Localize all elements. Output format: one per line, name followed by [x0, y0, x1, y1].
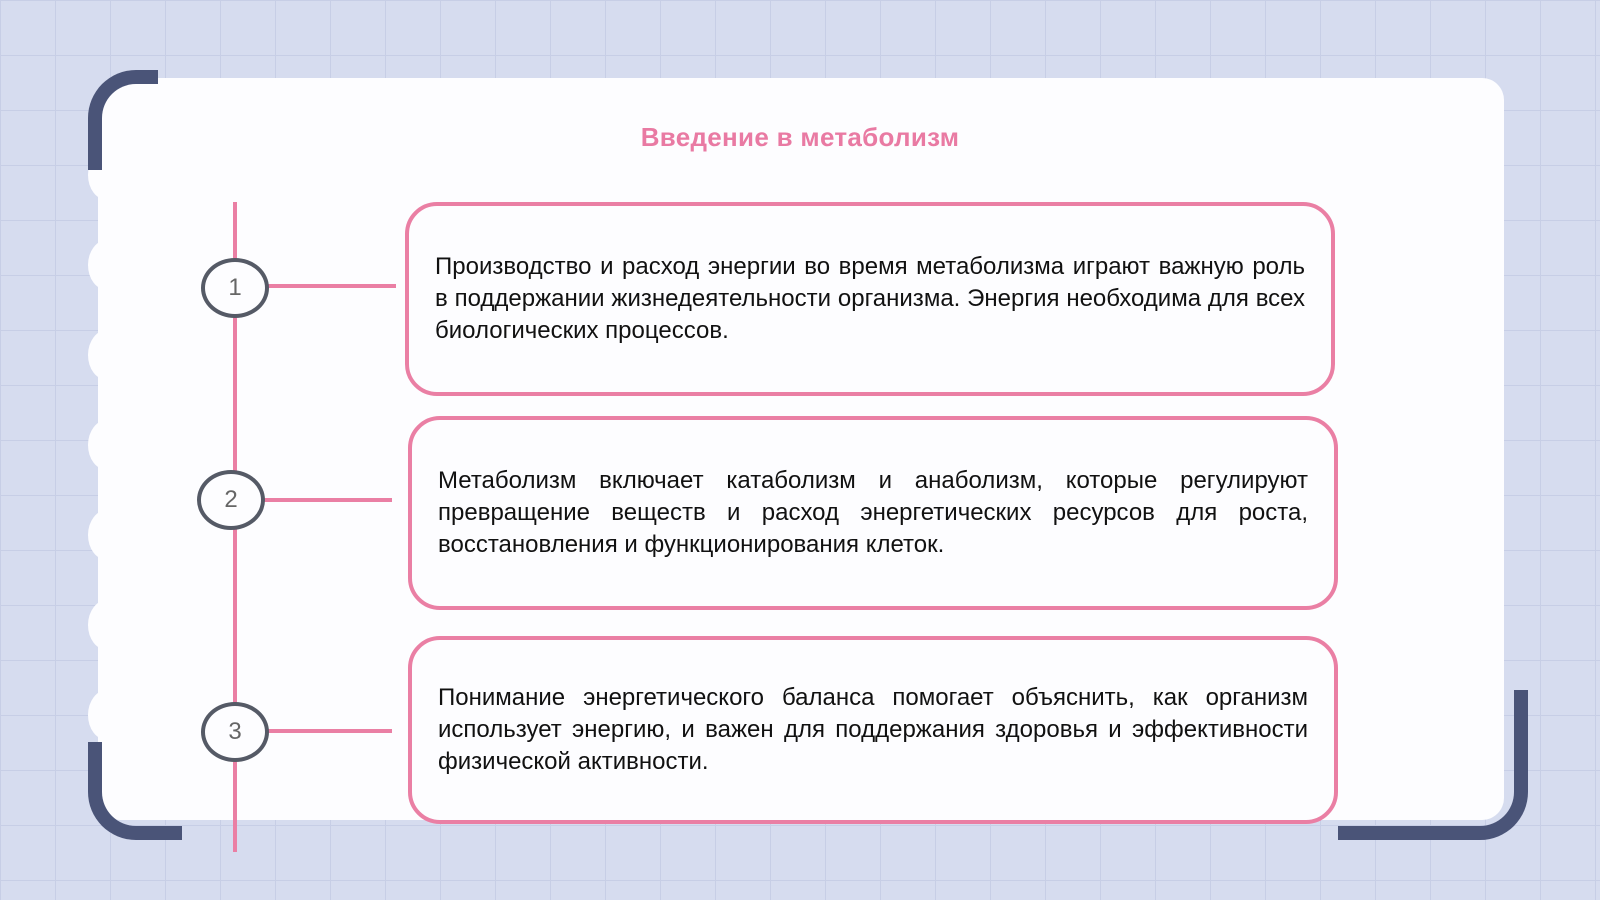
timeline-connector-2	[264, 498, 392, 502]
corner-bracket-bottom-left	[88, 742, 182, 840]
paper-scallop	[88, 690, 126, 740]
corner-bracket-bottom-right	[1338, 690, 1528, 840]
timeline-card-text: Понимание энергетического баланса помогает объяснить, как организм использует энергию, и важен для поддержания здоровья и эффективности физической активности.	[438, 684, 1308, 775]
paper-scallop	[88, 510, 126, 560]
paper-scallop	[88, 600, 126, 650]
step-number-3: 3	[201, 702, 269, 762]
timeline-card-text: Метаболизм включает катаболизм и анаболизм, которые регулируют превращение веществ и расход энергетических ресурсов для роста, восстановления и функционирования клеток.	[438, 467, 1308, 558]
timeline-connector-1	[268, 284, 396, 288]
timeline-card-text: Производство и расход энергии во время метаболизма играют важную роль в поддержании жизнедеятельности организма. Энергия необходима для всех биологических процессов.	[435, 253, 1305, 344]
slide-title: Введение в метаболизм	[640, 122, 960, 152]
step-number-2: 2	[197, 470, 265, 530]
step-number-1: 1	[201, 258, 269, 318]
paper-scallop	[88, 330, 126, 380]
paper-scallop	[88, 420, 126, 470]
timeline-card-2	[408, 416, 1338, 610]
corner-bracket-top-left	[88, 70, 158, 170]
timeline-card-3	[408, 636, 1338, 824]
timeline-card-1	[405, 202, 1335, 396]
paper-scallop	[88, 240, 126, 290]
timeline-connector-3	[268, 729, 392, 733]
